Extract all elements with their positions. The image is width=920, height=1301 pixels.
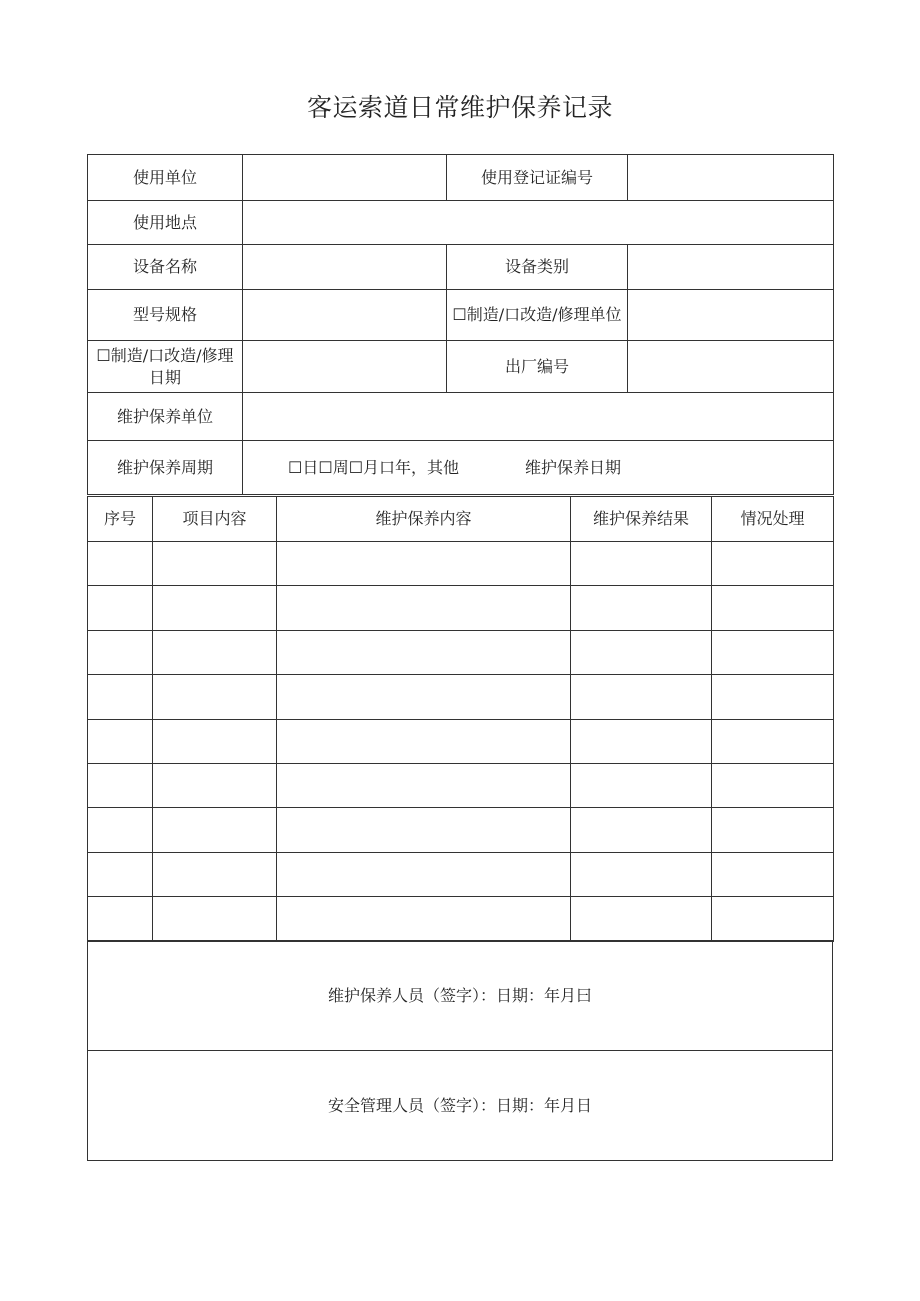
item-cell[interactable] <box>153 542 277 586</box>
table-row <box>88 675 834 719</box>
seq-cell[interactable] <box>88 719 153 763</box>
handling-cell[interactable] <box>712 852 834 896</box>
factory-no-label: 出厂编号 <box>447 341 628 393</box>
content-cell[interactable] <box>277 675 571 719</box>
result-cell[interactable] <box>571 808 712 852</box>
reg-cert-label: 使用登记证编号 <box>447 155 628 201</box>
table-row <box>88 897 834 941</box>
mfg-date-label: ☐制造/口改造/修理日期 <box>88 341 243 393</box>
table-row <box>88 542 834 586</box>
content-cell[interactable] <box>277 542 571 586</box>
table-row <box>88 630 834 674</box>
safety-manager-signature[interactable]: 安全管理人员（签字）：日期：年月日 <box>88 1051 833 1161</box>
table-row <box>88 808 834 852</box>
content-cell[interactable] <box>277 852 571 896</box>
handling-cell[interactable] <box>712 808 834 852</box>
use-location-field[interactable] <box>243 201 834 245</box>
maint-cycle-label: 维护保养周期 <box>88 441 243 495</box>
handling-cell[interactable] <box>712 675 834 719</box>
seq-cell[interactable] <box>88 852 153 896</box>
table-row <box>88 719 834 763</box>
equipment-name-field[interactable] <box>243 245 447 290</box>
signature-table <box>87 940 833 1161</box>
use-unit-field[interactable] <box>243 155 447 201</box>
header-handling: 情况处理 <box>712 497 834 542</box>
result-cell[interactable] <box>571 719 712 763</box>
item-cell[interactable] <box>153 897 277 941</box>
result-cell[interactable] <box>571 897 712 941</box>
header-seq: 序号 <box>88 497 153 542</box>
result-cell[interactable] <box>571 630 712 674</box>
maint-unit-label: 维护保养单位 <box>88 393 243 441</box>
mfg-unit-field[interactable] <box>628 290 834 341</box>
maintainer-signature[interactable]: 维护保养人员（签字）：日期：年月曰 <box>88 941 833 1051</box>
result-cell[interactable] <box>571 763 712 807</box>
maintenance-items-table <box>87 496 834 942</box>
header-result: 维护保养结果 <box>571 497 712 542</box>
seq-cell[interactable] <box>88 675 153 719</box>
use-location-label: 使用地点 <box>88 201 243 245</box>
content-cell[interactable] <box>277 808 571 852</box>
document-title: 客运索道日常维护保养记录 <box>306 93 613 122</box>
item-cell[interactable] <box>153 852 277 896</box>
handling-cell[interactable] <box>712 719 834 763</box>
handling-cell[interactable] <box>712 897 834 941</box>
item-rows <box>88 542 834 942</box>
item-cell[interactable] <box>153 630 277 674</box>
table-row <box>88 852 834 896</box>
content-cell[interactable] <box>277 586 571 630</box>
item-cell[interactable] <box>153 586 277 630</box>
model-spec-label: 型号规格 <box>88 290 243 341</box>
maint-cycle-cell <box>243 441 834 495</box>
maint-cycle-options[interactable]: ☐日☐周☐月口年，其他 <box>288 457 460 477</box>
item-cell[interactable] <box>153 808 277 852</box>
equipment-category-field[interactable] <box>628 245 834 290</box>
model-spec-field[interactable] <box>243 290 447 341</box>
seq-cell[interactable] <box>88 542 153 586</box>
seq-cell[interactable] <box>88 586 153 630</box>
item-cell[interactable] <box>153 675 277 719</box>
result-cell[interactable] <box>571 586 712 630</box>
seq-cell[interactable] <box>88 763 153 807</box>
use-unit-label: 使用单位 <box>88 155 243 201</box>
factory-no-field[interactable] <box>628 341 834 393</box>
seq-cell[interactable] <box>88 808 153 852</box>
handling-cell[interactable] <box>712 630 834 674</box>
table-row <box>88 586 834 630</box>
content-cell[interactable] <box>277 630 571 674</box>
handling-cell[interactable] <box>712 542 834 586</box>
content-cell[interactable] <box>277 719 571 763</box>
mfg-date-field[interactable] <box>243 341 447 393</box>
table-row <box>88 763 834 807</box>
seq-cell[interactable] <box>88 630 153 674</box>
item-cell[interactable] <box>153 719 277 763</box>
maint-unit-field[interactable] <box>243 393 834 441</box>
equipment-category-label: 设备类别 <box>447 245 628 290</box>
result-cell[interactable] <box>571 542 712 586</box>
maint-date-label: 维护保养日期 <box>525 457 622 477</box>
equipment-name-label: 设备名称 <box>88 245 243 290</box>
seq-cell[interactable] <box>88 897 153 941</box>
equipment-info-table <box>87 154 834 495</box>
handling-cell[interactable] <box>712 586 834 630</box>
result-cell[interactable] <box>571 675 712 719</box>
mfg-unit-label: ☐制造/口改造/修理单位 <box>447 290 628 341</box>
content-cell[interactable] <box>277 763 571 807</box>
handling-cell[interactable] <box>712 763 834 807</box>
reg-cert-field[interactable] <box>628 155 834 201</box>
result-cell[interactable] <box>571 852 712 896</box>
header-item: 项目内容 <box>153 497 277 542</box>
header-content: 维护保养内容 <box>277 497 571 542</box>
content-cell[interactable] <box>277 897 571 941</box>
item-cell[interactable] <box>153 763 277 807</box>
